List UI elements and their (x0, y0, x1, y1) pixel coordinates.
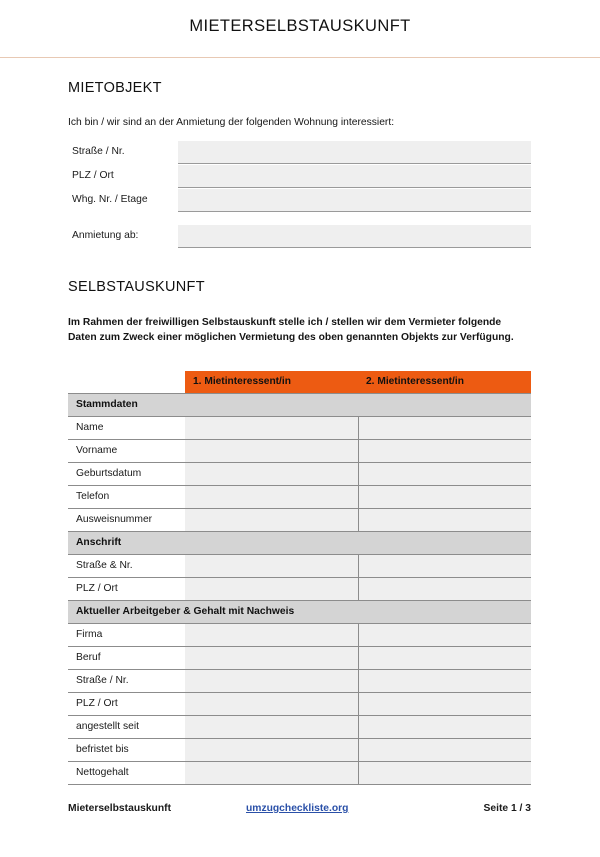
field-row-whg-etage (68, 189, 531, 213)
row-label-vorname: Vorname (68, 439, 185, 462)
cell-ausweisnummer-applicant-1[interactable] (185, 508, 358, 531)
section-band-label: Stammdaten (68, 393, 531, 416)
row-label-nettogehalt: Nettogehalt (68, 761, 185, 784)
field-input-whg-etage[interactable] (178, 189, 531, 212)
cell-befristet-bis-applicant-1[interactable] (185, 738, 358, 761)
row-label-plz-ort-anschrift: PLZ / Ort (68, 577, 185, 600)
field-row-anmietung-ab (68, 225, 531, 249)
footer-page-number: Seite 1 / 3 (483, 803, 531, 814)
selbstauskunft-intro-line2: Daten zum Zweck einer möglichen Vermietung des oben genannten Objekts zur Verfügung. (68, 332, 514, 343)
table-row (68, 485, 531, 508)
cell-beruf-applicant-2[interactable] (358, 646, 531, 669)
section-heading-mietobjekt: MIETOBJEKT (68, 80, 162, 96)
table-row (68, 623, 531, 646)
cell-name-applicant-2[interactable] (358, 416, 531, 439)
cell-plz-ort-anschrift-applicant-2[interactable] (358, 577, 531, 600)
table-row (68, 669, 531, 692)
field-row-strasse (68, 141, 531, 165)
table-row (68, 738, 531, 761)
section-band-stammdaten (68, 393, 531, 416)
field-label-whg-etage: Whg. Nr. / Etage (72, 194, 148, 205)
row-label-telefon: Telefon (68, 485, 185, 508)
cell-name-applicant-1[interactable] (185, 416, 358, 439)
cell-ausweisnummer-applicant-2[interactable] (358, 508, 531, 531)
row-label-strasse-nr: Straße & Nr. (68, 554, 185, 577)
field-input-strasse[interactable] (178, 141, 531, 164)
cell-firma-applicant-1[interactable] (185, 623, 358, 646)
footer-document-name: Mieterselbstauskunft (68, 803, 171, 814)
page-title: MIETERSELBSTAUSKUNFT (189, 17, 411, 35)
row-label-name: Name (68, 416, 185, 439)
section-heading-selbstauskunft: SELBSTAUSKUNFT (68, 279, 205, 295)
header-divider (0, 57, 600, 58)
field-row-plz-ort (68, 165, 531, 189)
selbstauskunft-intro-line1: Im Rahmen der freiwilligen Selbstauskunft stelle ich / stellen wir dem Vermieter folgende (68, 317, 502, 328)
mietobjekt-field-group (68, 141, 531, 249)
table-row (68, 416, 531, 439)
section-band-anschrift (68, 531, 531, 554)
row-label-befristet-bis: befristet bis (68, 738, 185, 761)
table-row (68, 761, 531, 784)
cell-vorname-applicant-2[interactable] (358, 439, 531, 462)
field-input-anmietung-ab[interactable] (178, 225, 531, 248)
row-label-ausweisnummer: Ausweisnummer (68, 508, 185, 531)
row-label-geburtsdatum: Geburtsdatum (68, 462, 185, 485)
cell-telefon-applicant-2[interactable] (358, 485, 531, 508)
cell-arbeitgeber-plz-ort-applicant-1[interactable] (185, 692, 358, 715)
cell-arbeitgeber-strasse-applicant-1[interactable] (185, 669, 358, 692)
cell-strasse-nr-applicant-1[interactable] (185, 554, 358, 577)
row-label-angestellt-seit: angestellt seit (68, 715, 185, 738)
cell-angestellt-seit-applicant-1[interactable] (185, 715, 358, 738)
cell-firma-applicant-2[interactable] (358, 623, 531, 646)
cell-strasse-nr-applicant-2[interactable] (358, 554, 531, 577)
table-row (68, 692, 531, 715)
document-footer (68, 803, 531, 823)
table-row (68, 439, 531, 462)
table-row (68, 577, 531, 600)
row-label-beruf: Beruf (68, 646, 185, 669)
cell-beruf-applicant-1[interactable] (185, 646, 358, 669)
cell-vorname-applicant-1[interactable] (185, 439, 358, 462)
cell-nettogehalt-applicant-2[interactable] (358, 761, 531, 784)
row-label-firma: Firma (68, 623, 185, 646)
field-label-strasse: Straße / Nr. (72, 146, 125, 157)
table-row (68, 646, 531, 669)
cell-telefon-applicant-1[interactable] (185, 485, 358, 508)
table-row (68, 554, 531, 577)
section-band-label: Aktueller Arbeitgeber & Gehalt mit Nachweis (68, 600, 531, 623)
cell-befristet-bis-applicant-2[interactable] (358, 738, 531, 761)
cell-arbeitgeber-plz-ort-applicant-2[interactable] (358, 692, 531, 715)
field-label-anmietung-ab: Anmietung ab: (72, 230, 139, 241)
row-label-arbeitgeber-plz-ort: PLZ / Ort (68, 692, 185, 715)
column-header-applicant-1: 1. Mietinteressent/in (185, 371, 358, 393)
table-row (68, 508, 531, 531)
table-row (68, 462, 531, 485)
section-band-label: Anschrift (68, 531, 531, 554)
table-header-row (68, 371, 531, 393)
table-row (68, 715, 531, 738)
field-label-plz-ort: PLZ / Ort (72, 170, 114, 181)
document-header (0, 0, 600, 58)
cell-nettogehalt-applicant-1[interactable] (185, 761, 358, 784)
section-band-arbeitgeber (68, 600, 531, 623)
cell-plz-ort-anschrift-applicant-1[interactable] (185, 577, 358, 600)
table-header-blank (68, 371, 185, 393)
cell-arbeitgeber-strasse-applicant-2[interactable] (358, 669, 531, 692)
footer-website-link[interactable]: umzugcheckliste.org (246, 803, 349, 814)
cell-geburtsdatum-applicant-1[interactable] (185, 462, 358, 485)
cell-angestellt-seit-applicant-2[interactable] (358, 715, 531, 738)
column-header-applicant-2: 2. Mietinteressent/in (358, 371, 531, 393)
row-label-arbeitgeber-strasse: Straße / Nr. (68, 669, 185, 692)
mietobjekt-intro-text: Ich bin / wir sind an der Anmietung der folgenden Wohnung interessiert: (68, 117, 395, 128)
selbstauskunft-table (68, 371, 531, 785)
cell-geburtsdatum-applicant-2[interactable] (358, 462, 531, 485)
field-input-plz-ort[interactable] (178, 165, 531, 188)
